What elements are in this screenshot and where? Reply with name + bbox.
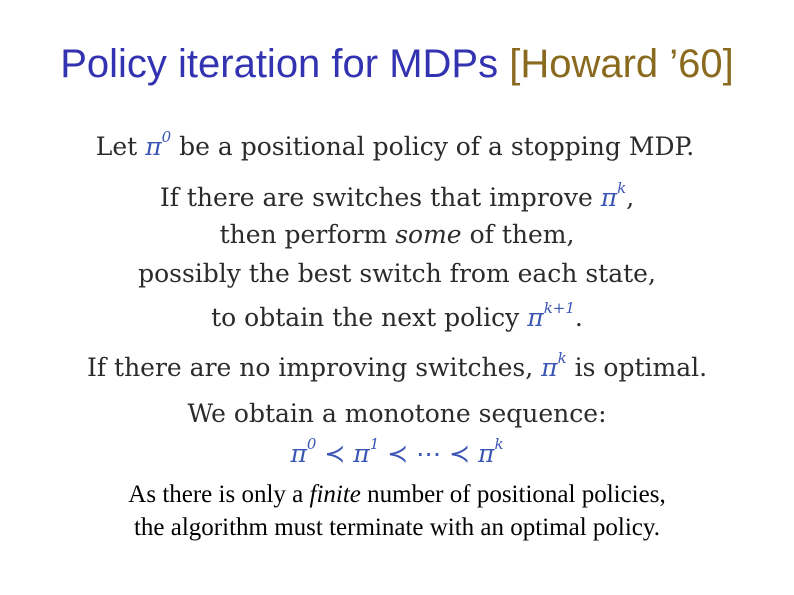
text-let: Let [95, 132, 138, 161]
title-citation: [Howard ’60] [509, 42, 734, 86]
line-monotone: We obtain a monotone sequence: [187, 399, 607, 428]
title-main: Policy iteration for MDPs [60, 42, 499, 86]
closing-line-1: As there is only a finite number of positional policies, [128, 481, 666, 508]
text-some-italic: some [395, 220, 462, 249]
slide-title [0, 42, 794, 87]
text-positional-policy: be a positional policy of a stopping MDP. [179, 132, 695, 161]
line-next-policy: to obtain the next policy $\pi^{k+1}$. [211, 299, 583, 332]
math-pik-optimal: $\pi^k$ [541, 349, 567, 382]
line-best-switch: possibly the best switch from each state, [138, 259, 656, 288]
line-no-improving: If there are no improving switches, $\pi^k$ is optimal. [86, 349, 708, 382]
text-if-switches: If there are switches that improve [159, 183, 593, 212]
line-if-switches: If there are switches that improve $\pi^k$, [159, 179, 635, 212]
line-let-pi0 [0, 128, 792, 161]
text-finite-italic: finite [309, 481, 361, 508]
closing-line-2: the algorithm must terminate with an optimal policy. [133, 514, 661, 541]
line-perform-some: then perform some of them, [219, 220, 575, 249]
math-pi0: $\pi^0$ [145, 128, 172, 161]
math-pik1: $\pi^{k+1}$ [527, 299, 575, 332]
math-sequence: $\pi^0$ ≺ $\pi^1$ ≺ ⋯ ≺ $\pi^k$ [290, 435, 504, 468]
math-pik: $\pi^k$ [600, 179, 627, 212]
